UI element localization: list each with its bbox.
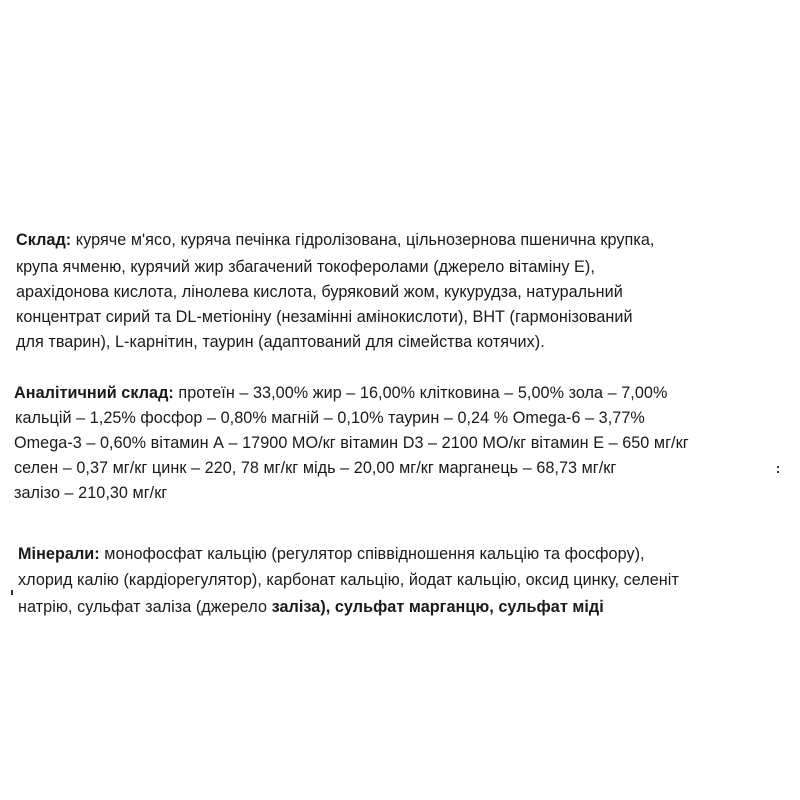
minerals-line-3: [18, 597, 604, 617]
composition-line-3: арахідонова кислота, лінолева кислота, буряковий жом, кукурудза, натуральний: [16, 283, 623, 301]
stray-dot-mark: [777, 466, 779, 468]
analytical-line-1: [14, 383, 667, 403]
minerals-text: монофосфат кальцію (регулятор співвідношення кальцію та фосфору),: [99, 545, 645, 563]
composition-line-2: крупа ячменю, курячий жир збагачений токоферолами (джерело вітаміну Е),: [16, 258, 595, 276]
composition-line-1: [16, 230, 654, 250]
analytical-line-2: кальцій – 1,25% фосфор – 0,80% магній – 0,10% таурин – 0,24 % Omega-6 – 3,77%: [15, 409, 645, 427]
minerals-line-1: [18, 544, 645, 564]
minerals-line-3-bold: заліза), сульфат марганцю, сульфат міді: [271, 598, 604, 616]
analytical-heading: Аналітичний склад:: [14, 384, 174, 402]
minerals-line-2: хлорид калію (кардіорегулятор), карбонат кальцію, йодат кальцію, оксид цинку, селеніт: [18, 571, 679, 589]
minerals-heading: Мінерали:: [18, 545, 100, 563]
composition-text: куряче м'ясо, куряча печінка гідролізована, цільнозернова пшенична крупка,: [71, 231, 655, 249]
analytical-text: протеїн – 33,00% жир – 16,00% клітковина – 5,00% зола – 7,00%: [173, 384, 668, 402]
analytical-line-3: Omega-3 – 0,60% вітамин А – 17900 МО/кг вітамин D3 – 2100 МО/кг вітамин Е – 650 мг/кг: [14, 434, 689, 452]
stray-tick-mark: [11, 590, 13, 595]
minerals-line-3-regular: натрію, сульфат заліза (джерело: [18, 598, 272, 616]
analytical-line-5: залізо – 210,30 мг/кг: [14, 484, 168, 502]
composition-line-5: для тварин), L-карнітин, таурин (адаптований для сімейства котячих).: [16, 333, 545, 351]
analytical-line-4: селен – 0,37 мг/кг цинк – 220, 78 мг/кг мідь – 20,00 мг/кг марганець – 68,73 мг/кг: [14, 459, 617, 477]
composition-line-4: концентрат сирий та DL-метіоніну (незамінні амінокислоти), ВНТ (гармонізований: [16, 308, 633, 326]
composition-heading: Склад:: [16, 231, 72, 249]
stray-dot-mark: [777, 471, 779, 473]
